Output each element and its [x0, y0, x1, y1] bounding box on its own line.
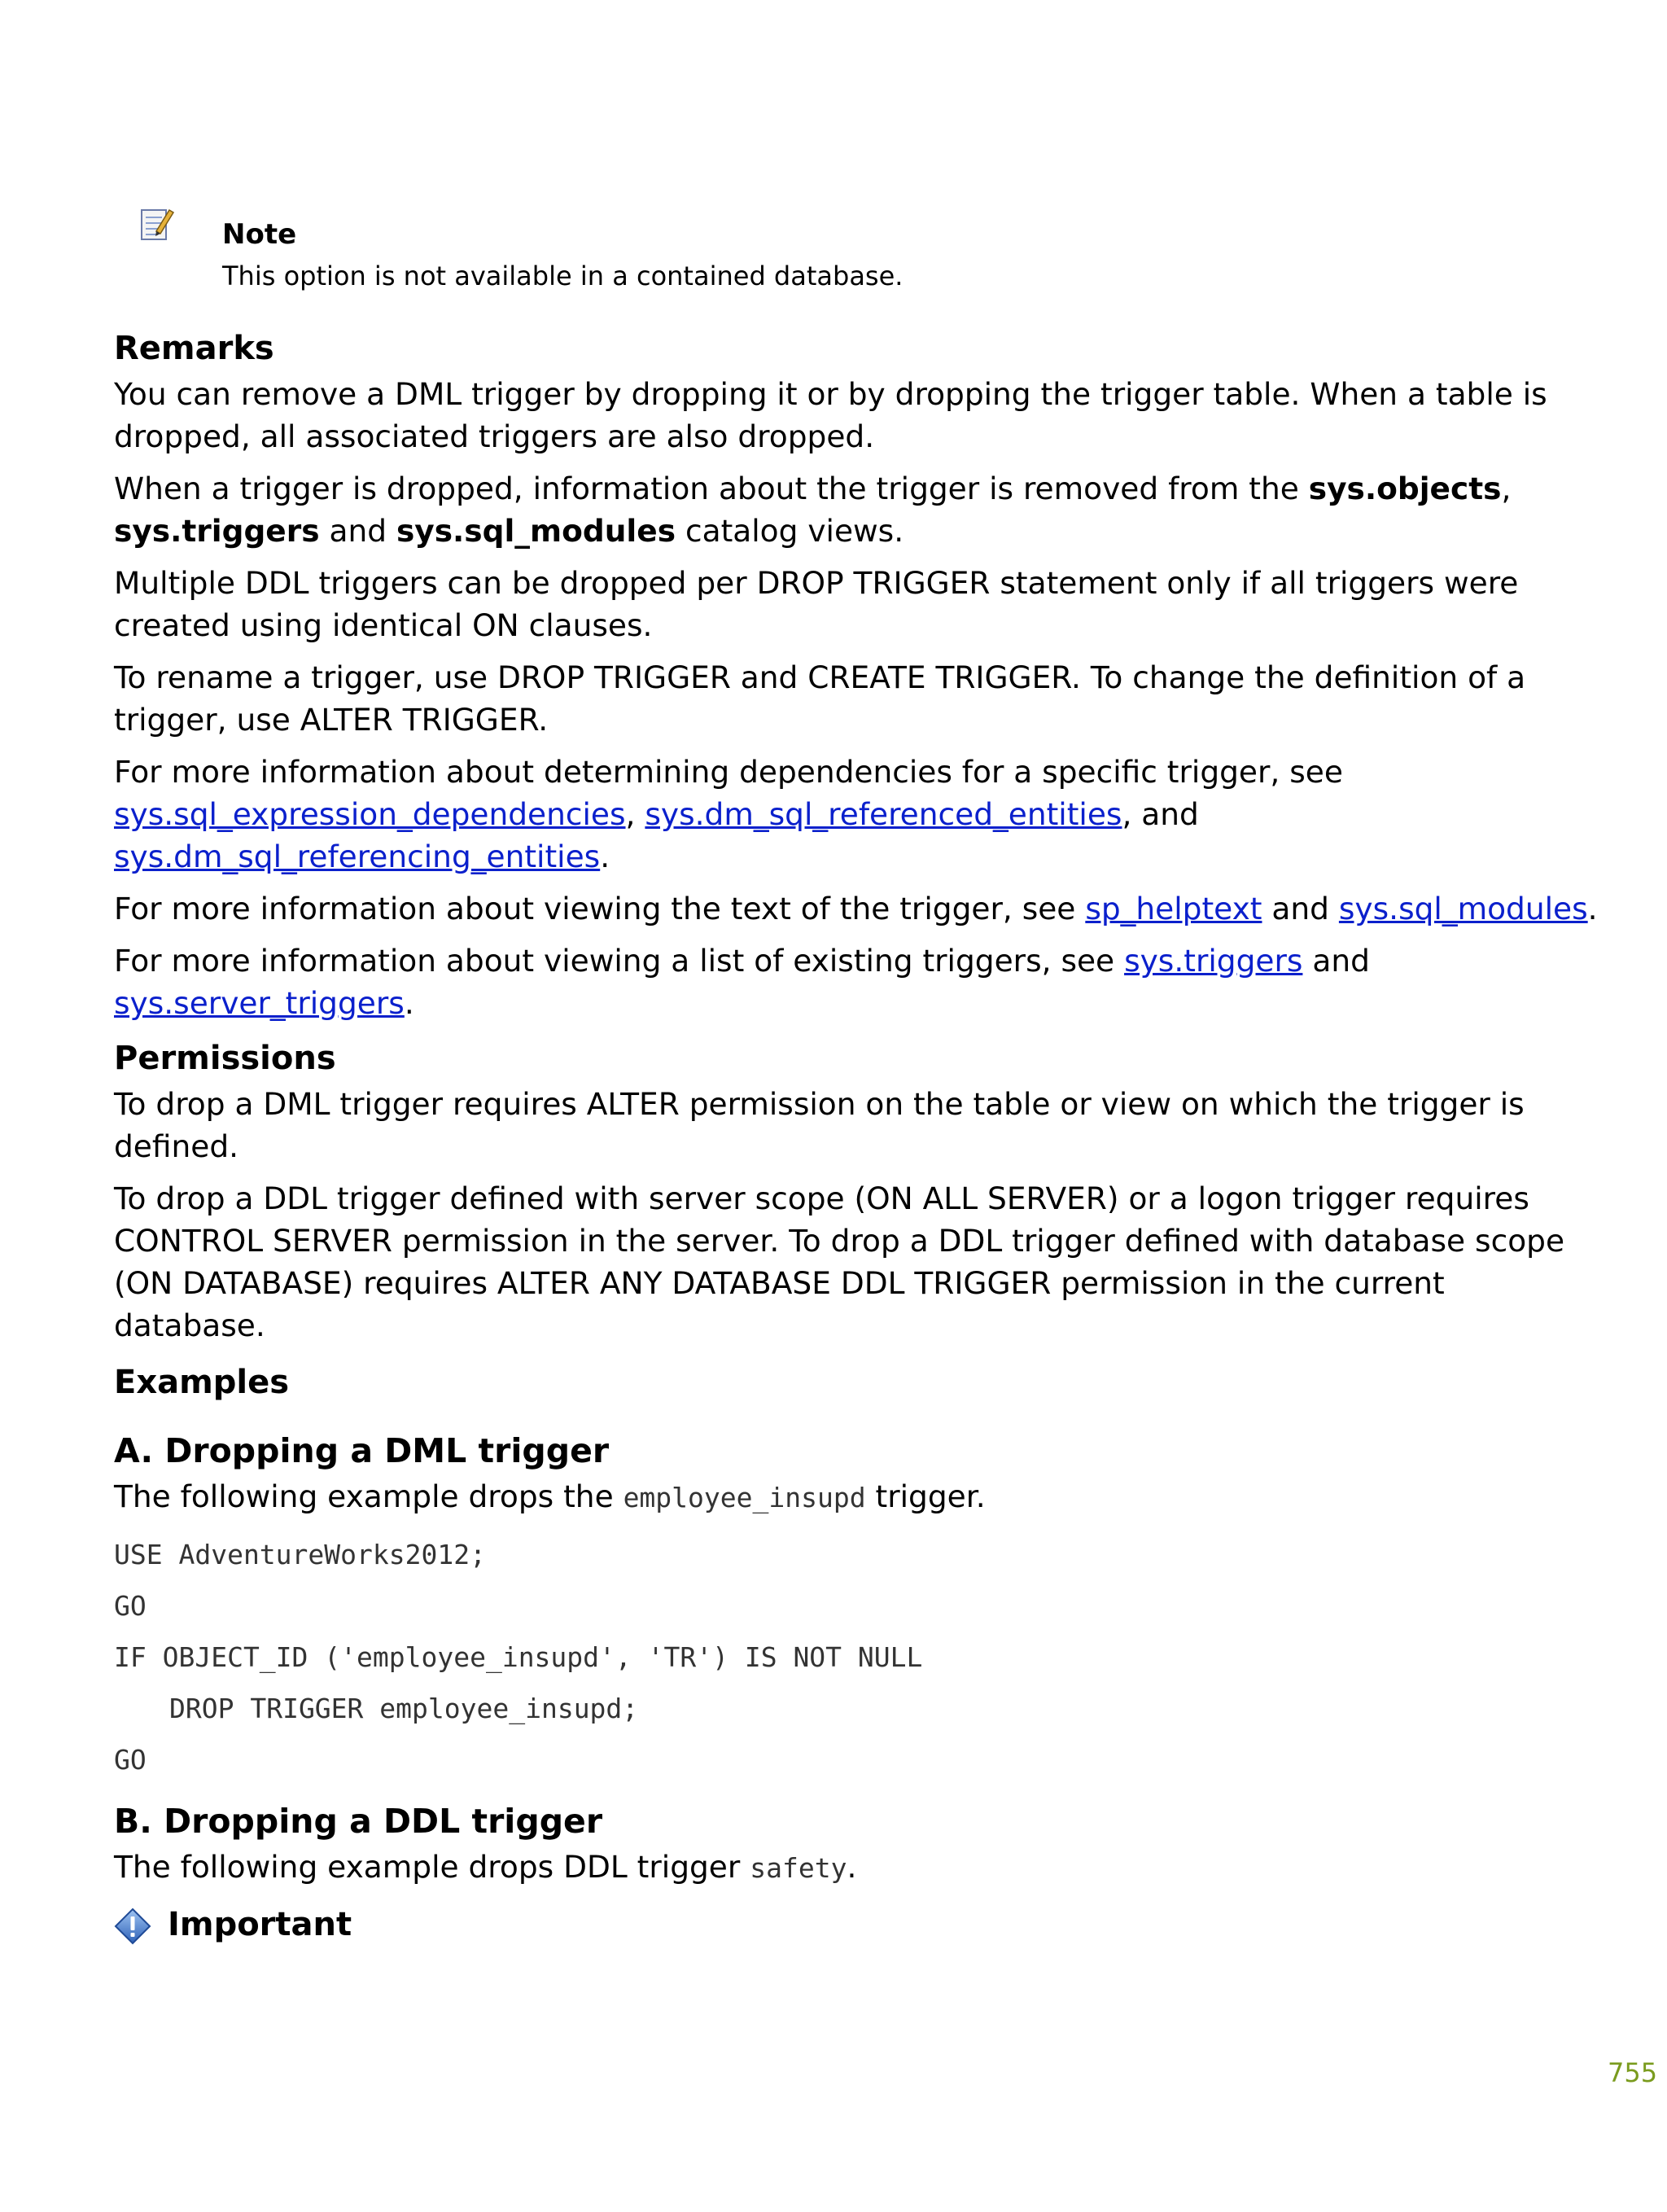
text-line: To drop a DML trigger requires ALTER permission on the table or view on which the trigger is — [114, 1086, 1525, 1122]
text-run: . — [847, 1849, 857, 1885]
remarks-heading: Remarks — [114, 330, 274, 367]
text-line — [114, 887, 1598, 930]
text-line: To drop a DDL trigger defined with server scope (ON ALL SERVER) or a logon trigger requires — [114, 1180, 1529, 1216]
text-run: . — [600, 839, 610, 874]
important-callout — [114, 1903, 1563, 1956]
important-diamond-icon — [114, 1908, 151, 1945]
text-run: For more information about viewing a list of existing triggers, see — [114, 943, 1125, 979]
document-page — [114, 0, 1658, 2212]
code-block — [114, 1529, 1563, 1785]
text-line — [114, 940, 1563, 982]
text-line — [114, 510, 1563, 552]
inline-code: employee_insupd — [623, 1482, 866, 1513]
link-sys-server-triggers[interactable]: sys.server_triggers — [114, 985, 405, 1021]
remarks-paragraph-4 — [114, 656, 1563, 741]
text-line: You can remove a DML trigger by dropping it or by dropping the trigger table. When a table is — [114, 376, 1547, 412]
text-line: For more information about determining dependencies for a specific trigger, see — [114, 754, 1343, 790]
text-run: and — [1262, 891, 1339, 926]
text-line — [114, 467, 1563, 510]
text-run: and — [319, 513, 396, 549]
text-run: and — [1302, 943, 1370, 979]
important-title: Important — [168, 1906, 352, 1943]
page-number: 755 — [1608, 2057, 1658, 2088]
note-text: This option is not available in a contained database. — [222, 261, 904, 291]
text-run: When a trigger is dropped, information about the trigger is removed from the — [114, 471, 1309, 506]
notepad-pencil-icon — [138, 205, 176, 243]
remarks-paragraph-2 — [114, 467, 1563, 552]
code-line: IF OBJECT_ID ('employee_insupd', 'TR') IS NOT NULL — [114, 1641, 923, 1673]
permissions-paragraph-1 — [114, 1083, 1563, 1167]
text-line: database. — [114, 1307, 265, 1343]
content-flow — [114, 324, 1598, 1956]
text-line — [114, 1846, 1563, 1890]
text-line — [114, 793, 1563, 835]
remarks-paragraph-6 — [114, 887, 1598, 930]
text-line — [114, 835, 1563, 878]
text-run: For more information about viewing the text of the trigger, see — [114, 891, 1086, 926]
text-line: defined. — [114, 1128, 239, 1164]
text-line: To rename a trigger, use DROP TRIGGER and CREATE TRIGGER. To change the definition of a — [114, 659, 1526, 695]
text-line: (ON DATABASE) requires ALTER ANY DATABASE DDL TRIGGER permission in the current — [114, 1265, 1445, 1301]
text-run: catalog views. — [676, 513, 904, 549]
text-run: . — [404, 985, 414, 1021]
code-line: DROP TRIGGER employee_insupd; — [169, 1693, 639, 1724]
inline-code: safety — [750, 1852, 847, 1884]
bold-term: sys.sql_modules — [396, 513, 676, 549]
text-line: dropped, all associated triggers are also dropped. — [114, 418, 875, 454]
note-title: Note — [222, 218, 297, 251]
text-line: trigger, use ALTER TRIGGER. — [114, 702, 549, 738]
bold-term: sys.triggers — [114, 513, 320, 549]
text-run: trigger. — [865, 1478, 986, 1514]
link-sys-sql-expression-dependencies[interactable]: sys.sql_expression_dependencies — [114, 796, 626, 832]
example-b-intro — [114, 1846, 1563, 1890]
text-line — [114, 1475, 1563, 1519]
remarks-paragraph-5 — [114, 751, 1563, 878]
link-sys-dm-sql-referenced-entities[interactable]: sys.dm_sql_referenced_entities — [645, 796, 1122, 832]
text-run: The following example drops DDL trigger — [114, 1849, 750, 1885]
example-b-heading: B. Dropping a DDL trigger — [114, 1802, 603, 1841]
example-a-intro — [114, 1475, 1563, 1519]
link-sys-sql-modules[interactable]: sys.sql_modules — [1338, 891, 1588, 926]
remarks-paragraph-1 — [114, 373, 1563, 458]
code-line: USE AdventureWorks2012; — [114, 1539, 486, 1570]
bold-term: sys.objects — [1308, 471, 1502, 506]
text-line: Multiple DDL triggers can be dropped per DROP TRIGGER statement only if all triggers were — [114, 565, 1519, 601]
text-line: created using identical ON clauses. — [114, 607, 653, 643]
text-run: The following example drops the — [114, 1478, 623, 1514]
text-line — [114, 982, 1563, 1024]
example-a-heading: A. Dropping a DML trigger — [114, 1431, 610, 1470]
text-line: CONTROL SERVER permission in the server. To drop a DDL trigger defined with database scope — [114, 1223, 1565, 1259]
code-line: GO — [114, 1744, 147, 1776]
examples-heading: Examples — [114, 1364, 290, 1401]
text-run: , — [625, 796, 645, 832]
remarks-paragraph-3 — [114, 562, 1563, 646]
text-run: , and — [1122, 796, 1199, 832]
code-line: GO — [114, 1590, 147, 1622]
permissions-paragraph-2 — [114, 1177, 1563, 1347]
permissions-heading: Permissions — [114, 1040, 336, 1077]
text-run: , — [1501, 471, 1512, 506]
remarks-paragraph-7 — [114, 940, 1563, 1024]
link-sys-dm-sql-referencing-entities[interactable]: sys.dm_sql_referencing_entities — [114, 839, 601, 874]
text-run: . — [1587, 891, 1598, 926]
link-sp-helptext[interactable]: sp_helptext — [1085, 891, 1262, 926]
link-sys-triggers[interactable]: sys.triggers — [1124, 943, 1303, 979]
